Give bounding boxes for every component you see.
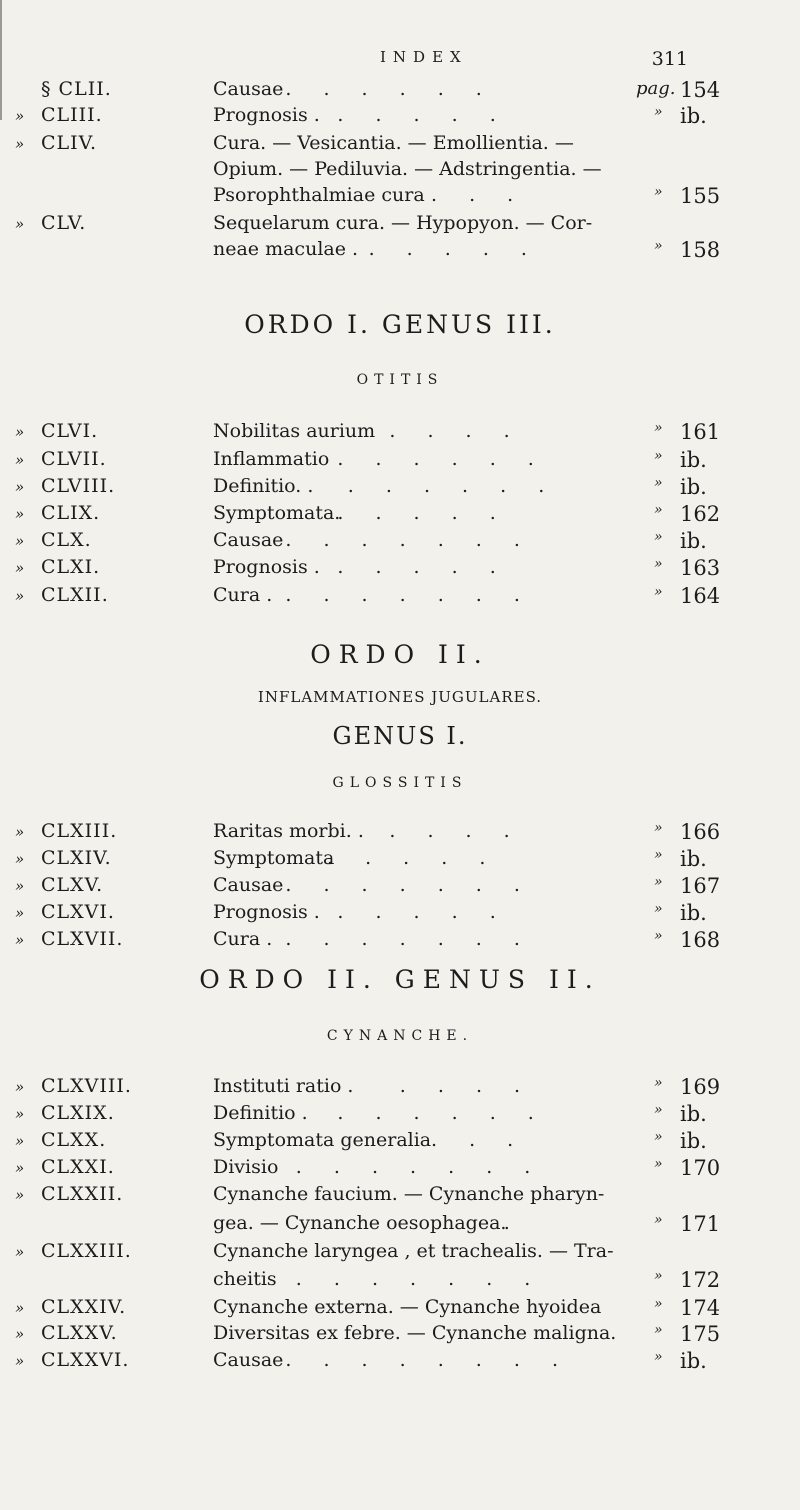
leader-dots: . . . . . . . <box>295 1268 544 1290</box>
page-reference: ib. <box>680 1129 707 1153</box>
ditto-mark: » <box>15 135 26 153</box>
inflammationes-subheading: INFLAMMATIONES JUGULARES. <box>257 688 543 706</box>
entry-text: Nobilitas aurium <box>213 420 376 442</box>
page-reference: 154 <box>680 78 721 102</box>
ditto-mark: » <box>15 107 26 125</box>
otitis-subheading: OTITIS <box>356 372 444 388</box>
ditto-mark: » <box>654 1212 663 1228</box>
section-number <box>15 1349 129 1371</box>
section-label: CLXII. <box>41 584 109 606</box>
page-reference: 167 <box>680 874 721 898</box>
entry-text: Definitio. . <box>213 475 314 497</box>
page-reference: 175 <box>680 1322 721 1346</box>
index-entry <box>0 1268 800 1298</box>
section-number <box>15 132 97 154</box>
ditto-mark: » <box>654 1268 663 1284</box>
ditto-mark: » <box>15 1325 26 1343</box>
section-number <box>15 1102 115 1124</box>
pag-abbreviation: pag. <box>636 78 676 99</box>
ditto-mark: » <box>654 238 663 254</box>
ditto-mark: » <box>15 1105 26 1123</box>
ditto-mark: » <box>15 877 26 895</box>
leader-dots: . . . . . <box>337 104 509 126</box>
ditto-mark: » <box>654 529 663 545</box>
page-reference: ib. <box>680 901 707 925</box>
section-number <box>15 820 117 842</box>
leader-dots: . . . . <box>389 820 523 842</box>
page-reference: 174 <box>680 1296 721 1320</box>
entry-text: Causae <box>213 78 284 100</box>
entry-text: Cura . <box>213 584 273 606</box>
section-label: CLXX. <box>41 1129 107 1151</box>
index-entry <box>0 1102 800 1132</box>
section-label: CLV. <box>41 212 87 234</box>
ditto-mark: » <box>15 478 26 496</box>
leader-dots: . . . . . . . <box>285 584 533 606</box>
entry-text: Symptomata. <box>213 502 341 524</box>
section-label: CLXXV. <box>41 1322 118 1344</box>
ditto-mark: » <box>15 1186 26 1204</box>
page-reference: 169 <box>680 1075 721 1099</box>
leader-dots: . . . <box>431 184 527 206</box>
ditto-mark: » <box>654 1296 663 1312</box>
ditto-mark: » <box>654 475 663 491</box>
index-entry <box>0 502 800 532</box>
entry-text: gea. — Cynanche oesophagea. <box>213 1212 507 1234</box>
section-number <box>15 475 115 497</box>
leader-dots: . . . <box>431 1129 527 1151</box>
entry-text: neae maculae . <box>213 238 359 260</box>
section-number <box>15 874 103 896</box>
page-reference: 168 <box>680 928 721 952</box>
section-label: CLIV. <box>41 132 98 154</box>
section-number <box>15 78 112 100</box>
ditto-mark: » <box>654 184 663 200</box>
entry-text: Cynanche laryngea , et trachealis. — Tra- <box>213 1240 614 1262</box>
page-reference: ib. <box>680 448 707 472</box>
ditto-mark: » <box>654 928 663 944</box>
index-entry <box>0 184 800 214</box>
index-entry <box>0 1075 800 1105</box>
ditto-mark: » <box>654 420 663 436</box>
section-label: CLXXVI. <box>41 1349 130 1371</box>
section-label: CLIX. <box>41 502 101 524</box>
entry-text: Sequelarum cura. — Hypopyon. — Cor- <box>213 212 593 234</box>
ditto-mark: » <box>654 556 663 572</box>
section-label: CLX. <box>41 529 92 551</box>
index-entry <box>0 420 800 450</box>
index-entry <box>0 847 800 877</box>
index-entry <box>0 928 800 958</box>
glossitis-subheading: GLOSSITIS <box>332 775 468 791</box>
index-entry <box>0 529 800 559</box>
ordo-2-genus-2-heading: ORDO II. GENUS II. <box>199 965 601 994</box>
leader-dots: . . . . <box>389 420 523 442</box>
section-label: CLXXII. <box>41 1183 124 1205</box>
leader-dots: . . . . . <box>337 502 509 524</box>
leader-dots: . . . . . . . . <box>285 1349 571 1371</box>
leader-dots: . . . . . . <box>347 475 558 497</box>
genus-1-heading: GENUS I. <box>332 722 468 750</box>
ditto-mark: » <box>15 215 26 233</box>
entry-text: Prognosis . <box>213 556 320 578</box>
leader-dots: . . . . . <box>337 901 509 923</box>
page-number: 311 <box>651 48 688 70</box>
entry-text: Symptomata <box>213 847 335 869</box>
page-reference: 161 <box>680 420 721 444</box>
ditto-mark: » <box>15 559 26 577</box>
page-reference: 155 <box>680 184 721 208</box>
ditto-mark: » <box>654 448 663 464</box>
entry-text: Cynanche faucium. — Cynanche pharyn- <box>213 1183 605 1205</box>
entry-text: Opium. — Pediluvia. — Adstringentia. — <box>213 158 602 180</box>
page-reference: 163 <box>680 556 721 580</box>
ditto-mark: » <box>654 502 663 518</box>
ditto-mark: » <box>15 1243 26 1261</box>
page-reference: 170 <box>680 1156 721 1180</box>
section-number <box>15 556 100 578</box>
page-reference: 158 <box>680 238 721 262</box>
leader-dots: . . . . . . . <box>285 529 533 551</box>
entry-text: Raritas morbi. . <box>213 820 364 842</box>
ditto-mark: » <box>15 850 26 868</box>
ditto-mark: » <box>15 532 26 550</box>
index-entry <box>0 1183 800 1213</box>
section-label: CLIII. <box>41 104 103 126</box>
leader-dots: . . . . . . . <box>295 1156 544 1178</box>
section-number <box>15 1322 118 1344</box>
section-number <box>15 104 103 126</box>
ditto-mark: » <box>15 451 26 469</box>
index-entry <box>0 584 800 614</box>
index-entry <box>0 1156 800 1186</box>
leader-dots: . . . . . . . <box>285 874 533 896</box>
entry-text: Prognosis . <box>213 901 320 923</box>
ditto-mark: » <box>15 931 26 949</box>
entry-text: Cura. — Vesicantia. — Emollientia. — <box>213 132 574 154</box>
leader-dots: . . . . . . <box>337 1102 547 1124</box>
index-entry <box>0 1349 800 1379</box>
page-reference: ib. <box>680 104 707 128</box>
entry-text: Cynanche externa. — Cynanche hyoidea <box>213 1296 602 1318</box>
ditto-mark: » <box>15 505 26 523</box>
index-title: INDEX <box>380 48 468 66</box>
index-entry <box>0 475 800 505</box>
entry-text: Causae <box>213 529 284 551</box>
section-number <box>15 502 100 524</box>
index-entry <box>0 1240 800 1270</box>
section-number <box>15 212 86 234</box>
ditto-mark: » <box>15 1132 26 1150</box>
section-label: CLXI. <box>41 556 101 578</box>
section-label: CLXXIV. <box>41 1296 127 1318</box>
ordo-1-genus-3-heading: ORDO I. GENUS III. <box>244 310 556 339</box>
section-label: CLVII. <box>41 448 107 470</box>
ditto-mark: » <box>654 874 663 890</box>
ordo-2-heading: ORDO II. <box>310 640 490 669</box>
entry-text: Divisio <box>213 1156 279 1178</box>
entry-text: Diversitas ex febre. — Cynanche maligna. <box>213 1322 617 1344</box>
section-number <box>15 1240 132 1262</box>
index-entry <box>0 238 800 268</box>
section-number <box>15 529 92 551</box>
cynanche-subheading: CYNANCHE. <box>326 1028 474 1044</box>
entry-text: Psorophthalmiae cura <box>213 184 425 206</box>
page-reference: 171 <box>680 1212 721 1236</box>
ditto-mark: » <box>654 847 663 863</box>
ditto-mark: » <box>654 1156 663 1172</box>
section-label: § CLII. <box>41 78 112 100</box>
entry-text: Causae <box>213 1349 284 1371</box>
section-number <box>15 1075 132 1097</box>
entry-text: Definitio . <box>213 1102 308 1124</box>
index-entry <box>0 1212 800 1242</box>
ditto-mark: » <box>15 1299 26 1317</box>
entry-text: Symptomata generalia <box>213 1129 432 1151</box>
index-entry <box>0 901 800 931</box>
entry-text: Instituti ratio . <box>213 1075 354 1097</box>
section-label: CLXIII. <box>41 820 118 842</box>
section-number <box>15 448 107 470</box>
leader-dots: . . . . . . <box>285 78 495 100</box>
entry-text: Causae <box>213 874 284 896</box>
entry-text: cheitis <box>213 1268 277 1290</box>
section-number <box>15 584 109 606</box>
ditto-mark: » <box>654 901 663 917</box>
ditto-mark: » <box>15 587 26 605</box>
index-entry <box>0 556 800 586</box>
index-entry <box>0 104 800 134</box>
leader-dots: . . . . <box>399 1075 534 1097</box>
page-reference: ib. <box>680 1102 707 1126</box>
ditto-mark: » <box>654 1102 663 1118</box>
section-number <box>15 1183 123 1205</box>
section-label: CLXVIII. <box>41 1075 132 1097</box>
leader-dots: . <box>503 1212 523 1234</box>
entry-text: Prognosis . <box>213 104 320 126</box>
section-number <box>15 901 115 923</box>
ditto-mark: » <box>15 1159 26 1177</box>
ditto-mark: » <box>654 820 663 836</box>
ditto-mark: » <box>15 823 26 841</box>
index-entry <box>0 820 800 850</box>
page-reference: 172 <box>680 1268 721 1292</box>
page-reference: ib. <box>680 847 707 871</box>
entry-text: Inflammatio <box>213 448 330 470</box>
entry-text: Cura . <box>213 928 273 950</box>
section-number <box>15 1296 126 1318</box>
ditto-mark: » <box>15 1352 26 1370</box>
index-entry <box>0 448 800 478</box>
running-head <box>0 48 800 78</box>
ditto-mark: » <box>15 423 26 441</box>
leader-dots: . . . . . <box>327 847 499 869</box>
section-label: CLXVII. <box>41 928 124 950</box>
page-reference: 162 <box>680 502 721 526</box>
ditto-mark: » <box>654 1075 663 1091</box>
section-number <box>15 1156 115 1178</box>
section-number <box>15 928 123 950</box>
leader-dots: . . . . . <box>368 238 540 260</box>
index-entry <box>0 1322 800 1352</box>
section-number <box>15 1129 106 1151</box>
section-label: CLXIX. <box>41 1102 115 1124</box>
section-label: CLXVI. <box>41 901 115 923</box>
page-reference: ib. <box>680 529 707 553</box>
section-number <box>15 420 98 442</box>
section-label: CLXIV. <box>41 847 112 869</box>
ditto-mark: » <box>15 904 26 922</box>
ditto-mark: » <box>15 1078 26 1096</box>
section-label: CLVI. <box>41 420 99 442</box>
leader-dots: . . . . . . . <box>285 928 533 950</box>
index-entry <box>0 874 800 904</box>
section-label: CLVIII. <box>41 475 116 497</box>
ditto-mark: » <box>654 104 663 120</box>
section-label: CLXXIII. <box>41 1240 132 1262</box>
page-reference: 166 <box>680 820 721 844</box>
page-reference: 164 <box>680 584 721 608</box>
leader-dots: . . . . . . <box>337 448 547 470</box>
ditto-mark: » <box>654 1129 663 1145</box>
section-label: CLXV. <box>41 874 104 896</box>
section-number <box>15 847 112 869</box>
page-reference: ib. <box>680 475 707 499</box>
section-label: CLXXI. <box>41 1156 115 1178</box>
index-entry <box>0 1129 800 1159</box>
leader-dots: . . . . . <box>337 556 509 578</box>
ditto-mark: » <box>654 1322 663 1338</box>
ditto-mark: » <box>654 584 663 600</box>
ditto-mark: » <box>654 1349 663 1365</box>
page-reference: ib. <box>680 1349 707 1373</box>
